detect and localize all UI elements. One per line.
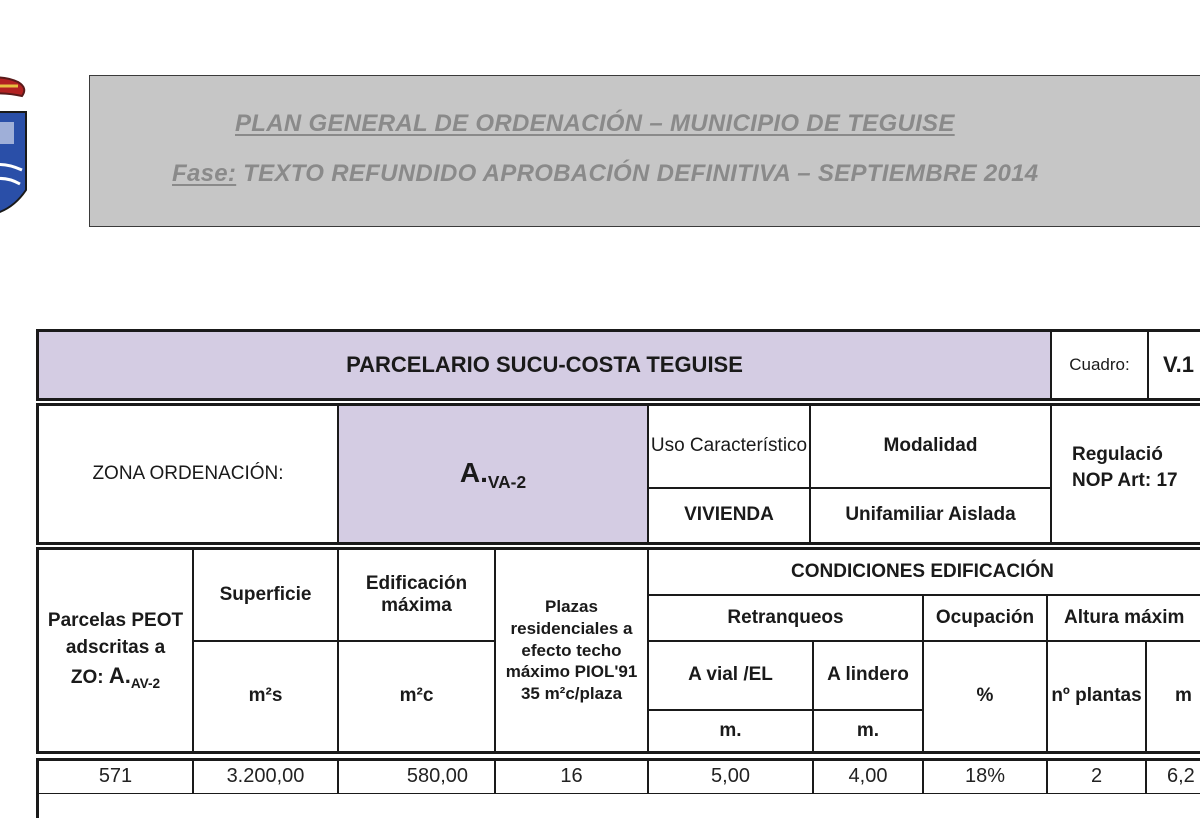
uso-label: Uso Característico (648, 405, 810, 488)
col-a-vial: A vial /EL (648, 641, 813, 710)
zona-label: ZONA ORDENACIÓN: (38, 405, 338, 543)
zona-code: $A._{VA-2}$ (338, 405, 648, 543)
cell-edificacion: 580,00 (338, 760, 495, 794)
col-a-lindero: A lindero (813, 641, 923, 710)
col-edificacion-unit: m²c (338, 641, 495, 752)
col-vial-unit: m. (648, 710, 813, 752)
cell-plazas: 16 (495, 760, 648, 794)
cuadro-label: Cuadro: (1051, 331, 1148, 399)
col-superficie-unit: m²s (193, 641, 338, 752)
title-frame (36, 329, 1200, 401)
document-header-banner (89, 75, 1200, 227)
col-n-plantas: nº plantas (1047, 641, 1146, 752)
cell-parcela: 571 (38, 760, 193, 794)
table-title: PARCELARIO SUCU-COSTA TEGUISE (38, 331, 1051, 399)
cell-superficie: 3.200,00 (193, 760, 338, 794)
cell-plantas: 2 (1047, 760, 1146, 794)
col-parcelas: Parcelas PEOT adscritas a ZO: $A._{AV-2}$ (38, 549, 193, 752)
modalidad-label: Modalidad (810, 405, 1051, 488)
phase-line (172, 160, 1038, 188)
col-lindero-unit: m. (813, 710, 923, 752)
cuadro-value: V.1 (1148, 331, 1200, 399)
col-retranqueos: Retranqueos (648, 595, 923, 641)
phase-text: TEXTO REFUNDIDO APROBACIÓN DEFINITIVA – SEPTIEMBRE 2014 (243, 160, 1039, 187)
zone-frame (36, 403, 1200, 545)
col-altura-unit: m (1146, 641, 1200, 752)
col-condiciones: CONDICIONES EDIFICACIÓN (648, 549, 1200, 595)
col-superficie: Superficie (193, 549, 338, 641)
col-ocupacion-unit: % (923, 641, 1047, 752)
col-plazas: Plazas residenciales a efecto techo máximo PIOL'91 35 m²c/plaza (495, 549, 648, 752)
col-altura: Altura máxim (1047, 595, 1200, 641)
col-edificacion: Edificación máxima (338, 549, 495, 641)
cell-a-lindero: 4,00 (813, 760, 923, 794)
col-ocupacion: Ocupación (923, 595, 1047, 641)
cell-a-vial: 5,00 (648, 760, 813, 794)
uso-value: VIVIENDA (648, 488, 810, 543)
regulacion: Regulació NOP Art: 17 (1051, 405, 1200, 543)
modalidad-value: Unifamiliar Aislada (810, 488, 1051, 543)
phase-label: Fase: (172, 160, 237, 187)
data-row-frame (36, 758, 1200, 818)
cell-ocupacion: 18% (923, 760, 1047, 794)
municipal-crest-logo (0, 72, 30, 222)
header-frame (36, 547, 1200, 754)
cell-altura: 6,2 (1146, 760, 1200, 794)
plan-title: PLAN GENERAL DE ORDENACIÓN – MUNICIPIO DE TEGUISE (235, 110, 955, 137)
